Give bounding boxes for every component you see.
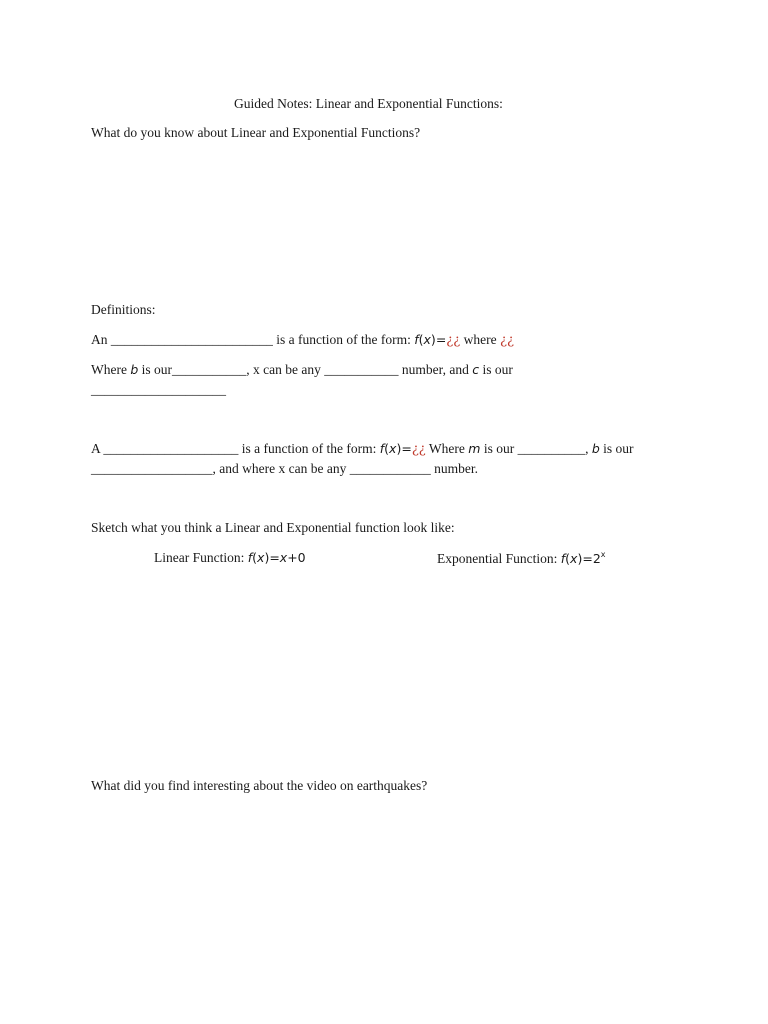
linear-formula: f(x)=x+0 [247,550,306,565]
exp-def-blank: ________________________ [110,332,273,347]
variable-m: m [468,441,481,456]
lin-blank-b: __________________ [91,461,213,476]
variable-b: b [591,441,600,456]
lin-and-where: , and where x can be any [212,461,350,476]
exp-is-our: is our [138,362,173,377]
linear-definition-line [91,441,634,458]
page-title: Guided Notes: Linear and Exponential Functions: [234,96,503,111]
formula-x: x [423,332,431,347]
lin-def-formula: f(x)= [379,441,412,456]
exp-def-where: where [460,332,500,347]
linear-label-text: Linear Function: [154,550,248,565]
formula-x: x [570,551,578,566]
formula-rhs-rest: +0 [287,550,306,565]
formula-x: x [257,550,265,565]
exp-x-any: , x can be any [246,362,325,377]
question-earthquakes: What did you find interesting about the video on earthquakes? [91,778,428,793]
exp-where-text: Where [91,362,131,377]
lin-blank-m: __________ [517,441,586,456]
exp-number-and: number, and [398,362,473,377]
formula-f: f [414,332,419,347]
lin-def-prefix: A [91,441,104,456]
exponential-blank-c: ____________________ [91,382,226,397]
sketch-prompt: Sketch what you think a Linear and Exponential function look like: [91,520,455,535]
question-linear-exponential: What do you know about Linear and Exponential Functions? [91,125,421,140]
exponential-formula: $f(x)=2^x$ [560,550,606,566]
formula-equals: = [401,441,412,456]
exp-def-prefix: An [91,332,111,347]
formula-rhs-x: x [279,550,288,565]
lin-is-our-2: is our [599,441,634,456]
formula-base: 2 [592,551,601,566]
lin-def-blank: ____________________ [103,441,239,456]
formula-f: f [560,551,566,566]
exp-def-formula: f(x)= [414,332,447,347]
lin-is-our: is our [480,441,518,456]
lin-def-middle: is a function of the form: [238,441,380,456]
definitions-heading: Definitions: [91,302,156,317]
render-glyph: ¿ [506,333,514,348]
variable-b: b [130,362,139,377]
exp-is-our-2: is our [479,362,513,377]
linear-function-label [154,550,306,566]
exponential-definition-line [91,332,514,349]
exponential-variables-line [91,362,513,378]
render-glyph: ¿ [500,333,507,348]
render-glyph: ¿ [453,333,461,348]
render-glyph: ¿ [446,333,454,348]
formula-f: f [379,441,385,456]
exp-def-middle: is a function of the form: [272,332,415,347]
linear-definition-line-2 [91,461,478,477]
exponential-label-text: Exponential Function: [437,551,561,566]
formula-equals: = [435,332,447,347]
render-glyph: ¿ [411,442,419,457]
lin-def-where: Where [425,441,469,456]
variable-c: c [472,362,480,377]
lin-number: number. [430,461,478,476]
render-glyph: ¿ [418,442,426,457]
lin-comma: , [585,441,592,456]
exp-blank-x: ___________ [324,362,399,377]
exp-blank-b: ___________ [172,362,247,377]
lin-blank-x: ____________ [349,461,431,476]
formula-f: f [247,550,253,565]
exponential-function-label [437,551,606,567]
formula-x: x [389,441,397,456]
formula-exponent: x [600,550,606,559]
